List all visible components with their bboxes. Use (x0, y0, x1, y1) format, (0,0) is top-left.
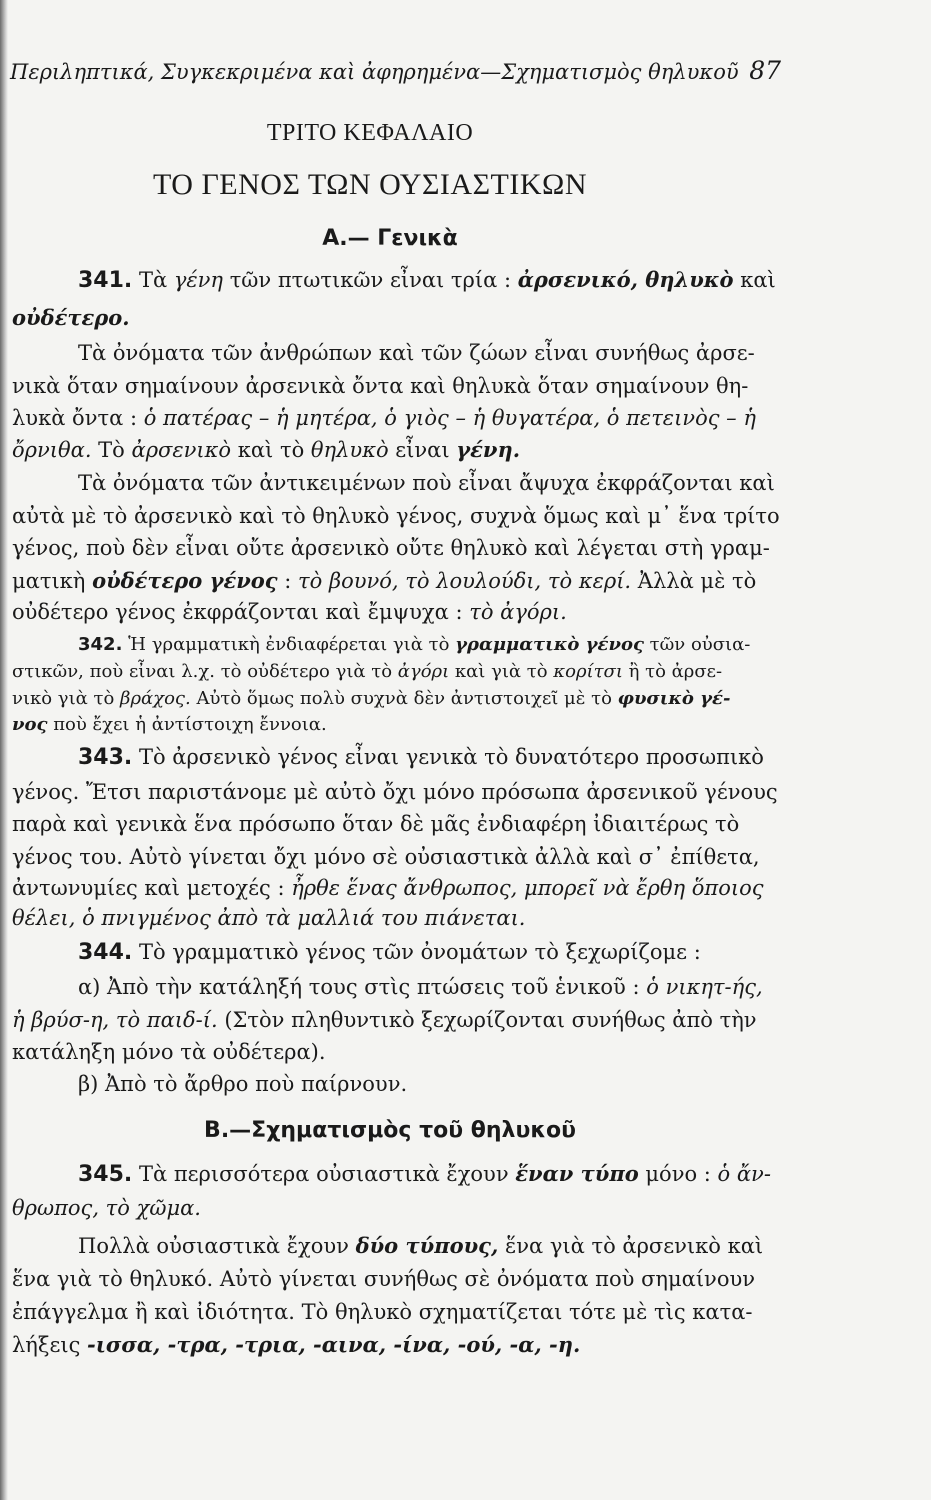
paragraph-343-line: παρὰ καὶ γενικὰ ἕνα πρόσωπο ὅταν δὲ μᾶς ἐνδιαφέρη ἰδιαιτέρως τὸ (12, 812, 740, 836)
paragraph-341-line: νικὰ ὅταν σημαίνουν ἀρσενικὰ ὄντα καὶ θηλυκὰ ὅταν σημαίνουν θη- (12, 374, 749, 398)
paragraph-341-line: ὄρνιθα. Τὸ ἀρσενικὸ καὶ τὸ θηλυκὸ εἶναι γένη. (12, 437, 521, 462)
paragraph-343-line: γένος. Ἔτσι παριστάνομε μὲ αὐτὸ ὄχι μόνο πρόσωπα ἀρσενικοῦ γένους (12, 780, 778, 804)
paragraph-number: 343. (78, 745, 133, 770)
paragraph-342-line: νος ποὺ ἔχει ἡ ἀντίστοιχη ἔννοια. (12, 714, 327, 735)
paragraph-341-line: λυκὰ ὄντα : ὁ πατέρας – ἡ μητέρα, ὁ γιὸς – ἡ θυγατέρα, ὁ πετεινὸς – ἡ (12, 406, 756, 430)
paragraph-345-line: λήξεις -ισσα, -τρα, -τρια, -αινα, -ίνα, -ού, -α, -η. (12, 1332, 581, 1357)
paragraph-number: 341. (78, 268, 133, 293)
chapter-title: ΤΟ ΓΕΝΟΣ ΤΩΝ ΟΥΣΙΑΣΤΙΚΩΝ (153, 168, 587, 201)
page-binding-edge (0, 0, 8, 1500)
paragraph-342-line: 342. Ἡ γραμματικὴ ἐνδιαφέρεται γιὰ τὸ γραμματικὸ γένος τῶν οὐσια- (78, 634, 751, 655)
paragraph-345-line: ἕνα γιὰ τὸ θηλυκό. Αὐτὸ γίνεται συνήθως σὲ ὀνόματα ποὺ σημαίνουν (12, 1267, 755, 1291)
paragraph-341-line: Τὰ ὀνόματα τῶν ἀντικειμένων ποὺ εἶναι ἄψυχα ἐκφράζονται καὶ (78, 471, 775, 495)
paragraph-341-line: Τὰ ὀνόματα τῶν ἀνθρώπων καὶ τῶν ζώων εἶναι συνήθως ἀρσε- (78, 341, 755, 365)
paragraph-343-line: ἀντωνυμίες καὶ μετοχές : ἦρθε ἕνας ἄνθρωπος, μπορεῖ νὰ ἔρθη ὅποιος (12, 876, 764, 900)
paragraph-345-line: ἐπάγγελμα ἢ καὶ ἰδιότητα. Τὸ θηλυκὸ σχηματίζεται τότε μὲ τὶς κατα- (12, 1300, 753, 1324)
paragraph-341-line: αὐτὰ μὲ τὸ ἀρσενικὸ καὶ τὸ θηλυκὸ γένος, συχνὰ ὅμως καὶ μ᾽ ἕνα τρίτο (12, 504, 780, 528)
paragraph-number: 342. (78, 634, 123, 655)
section-heading-b: Β.—Σχηματισμὸς τοῦ θηλυκοῦ (204, 1118, 576, 1143)
page-number: 87 (749, 56, 781, 85)
paragraph-344-line: ἡ βρύσ-η, τὸ παιδ-ί. (Στὸν πληθυντικὸ ξεχωρίζονται συνήθως ἀπὸ τὴν (12, 1008, 757, 1032)
paragraph-number: 345. (78, 1162, 133, 1187)
paragraph-345-line: θρωπος, τὸ χῶμα. (12, 1196, 201, 1220)
paragraph-341-line: 341. Τὰ γένη τῶν πτωτικῶν εἶναι τρία : ἀρσενικό, θηλυκὸ καὶ (78, 267, 776, 293)
paragraph-number: 344. (78, 940, 133, 965)
paragraph-344-line: β) Ἀπὸ τὸ ἄρθρο ποὺ παίρνουν. (78, 1072, 408, 1096)
section-heading-a: Α.— Γενικὰ (322, 226, 458, 251)
paragraph-345-line: 345. Τὰ περισσότερα οὐσιαστικὰ ἔχουν ἕναν τύπο μόνο : ὁ ἄν- (78, 1161, 771, 1187)
paragraph-341-line: οὐδέτερο. (12, 305, 130, 330)
paragraph-343-line: θέλει, ὁ πνιγμένος ἀπὸ τὰ μαλλιά του πιάνεται. (12, 906, 526, 930)
paragraph-341-line: ματικὴ οὐδέτερο γένος : τὸ βουνό, τὸ λουλούδι, τὸ κερί. Ἀλλὰ μὲ τὸ (12, 568, 757, 593)
paragraph-343-line: γένος του. Αὐτὸ γίνεται ὄχι μόνο σὲ οὐσιαστικὰ ἀλλὰ καὶ σ᾽ ἐπίθετα, (12, 845, 760, 869)
chapter-label: ΤΡΙΤΟ ΚΕΦΑΛΑΙΟ (266, 120, 474, 146)
paragraph-341-line: οὐδέτερο γένος ἐκφράζονται καὶ ἔμψυχα : τὸ ἀγόρι. (12, 600, 567, 624)
paragraph-344-line: 344. Τὸ γραμματικὸ γένος τῶν ὀνομάτων τὸ ξεχωρίζομε : (78, 940, 701, 965)
running-head: Περιληπτικά, Συγκεκριμένα καὶ ἀφηρημένα—Σχηματισμὸς θηλυκοῦ (10, 60, 739, 84)
paragraph-342-line: στικῶν, ποὺ εἶναι λ.χ. τὸ οὐδέτερο γιὰ τὸ ἀγόρι καὶ γιὰ τὸ κορίτσι ἢ τὸ ἀρσε- (12, 661, 723, 682)
paragraph-344-line: κατάληξη μόνο τὰ οὐδέτερα). (12, 1040, 326, 1064)
paragraph-344-line: α) Ἀπὸ τὴν κατάληξή τους στὶς πτώσεις τοῦ ἑνικοῦ : ὁ νικητ-ής, (78, 975, 763, 999)
paragraph-343-line: 343. Τὸ ἀρσενικὸ γένος εἶναι γενικὰ τὸ δυνατότερο προσωπικὸ (78, 745, 764, 770)
paragraph-345-line: Πολλὰ οὐσιαστικὰ ἔχουν δύο τύπους, ἕνα γιὰ τὸ ἀρσενικὸ καὶ (78, 1233, 764, 1258)
paragraph-341-line: γένος, ποὺ δὲν εἶναι οὔτε ἀρσενικὸ οὔτε θηλυκὸ καὶ λέγεται στὴ γραμ- (12, 536, 770, 560)
paragraph-342-line: νικὸ γιὰ τὸ βράχος. Αὐτὸ ὅμως πολὺ συχνὰ δὲν ἀντιστοιχεῖ μὲ τὸ φυσικὸ γέ- (12, 688, 731, 709)
